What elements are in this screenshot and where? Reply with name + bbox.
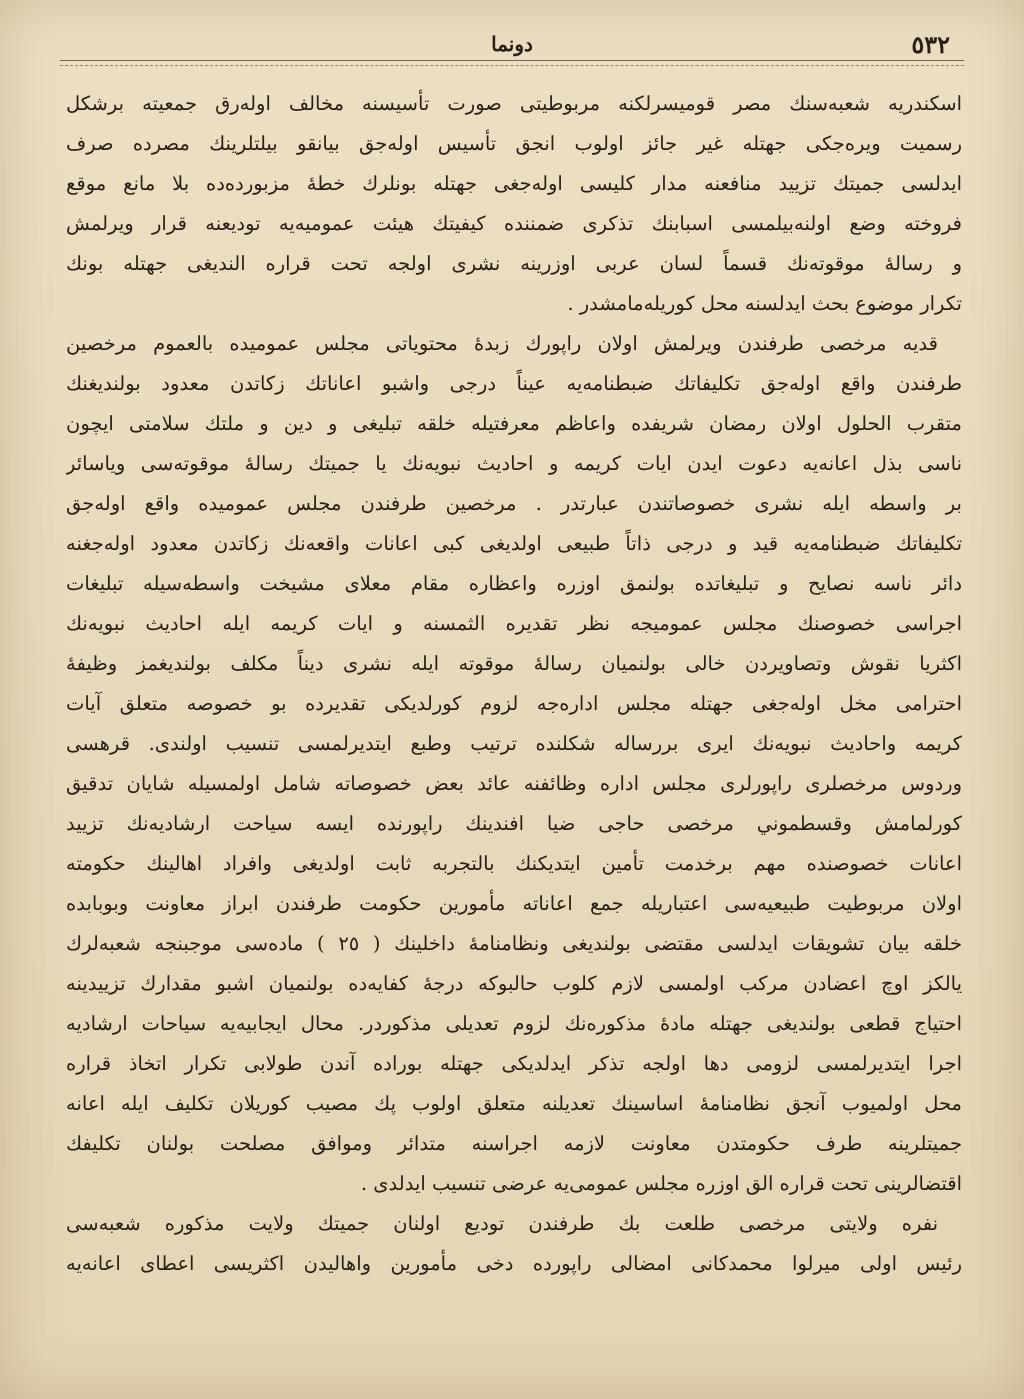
paragraph bbox=[66, 1204, 962, 1284]
text-line: ایدلسی جمیتك تزیید منافعنه مدار کلیسی اوله‌جغی جهتله بونلرك خطهٔ مزبورده‌ده بلا مانع موقع bbox=[66, 172, 962, 195]
text-line: اعانات خصوصنده مهم برخدمت تأمین ایتدیکنك بالتجربه ثابت اولدیغی وافراد اهالینك حکومته bbox=[66, 852, 962, 875]
text-line: و رسالهٔ موقوته‌نك قسماً لسان عربی اوزرینه نشری اولجه تحت قراره الندیغی جهتله بونك bbox=[66, 252, 962, 275]
text-line: خلقه بیان تشویقات ایدلسی مقتضی بولندیغی ونظامنامهٔ داخلینك ( ٢٥ ) ماده‌سی موجبنجه شعبه‌لرك bbox=[66, 932, 962, 955]
body-text bbox=[66, 84, 962, 1284]
text-line: اجرا ایتدیرلمسی لزومی دها اولجه تذکر ایدلدیکی جهتله بوراده آندن طولابی تکرار اتخاذ قراره bbox=[66, 1052, 962, 1075]
text-line: تکلیفاتك ضبطنامه‌یه قید و درجی ذاتاً طبیعی اولدیغی کبی اعانات واقعه‌نك زکاتدن معدود اوله‌جغنه bbox=[66, 532, 962, 555]
text-line: احترامی مخل اوله‌جغی جهتله مجلس اداره‌جه لزوم کورلدیکی تقدیرده بو خصوصه متعلق آیات bbox=[66, 692, 962, 715]
page-header bbox=[60, 26, 964, 62]
text-line: متقرب الحلول اولان رمضان شریفده واعاظم معرفتیله خلقه تبلیغی و دین و ملتك سلامتی ایچون bbox=[66, 412, 962, 435]
text-line: اکثریا نقوش وتصاویردن خالی بولنمیان رسالهٔ موقوته ایله نشری دیناً مکلف بولندیغمز وظیفهٔ bbox=[66, 652, 962, 675]
text-line: بر واسطه ایله نشری خصوصاتندن عبارتدر . مرخصین طرفندن مجلس عمومیده واقع اوله‌جق bbox=[66, 492, 962, 515]
text-line: اولان مربوطیت طبیعیه‌سی اعتباریله جمع اعاناته مأمورین حکومت طرفندن ابراز معاونت وبوبابده bbox=[66, 892, 962, 915]
text-line: طرفندن واقع اوله‌جق تکلیفاتك ضبطنامه‌یه عیناً درجی واشبو اعاناتك زکاتدن معدود بولندیغنك bbox=[66, 372, 962, 395]
text-line: فروخته وضع اولنه‌بیلمسی اسبابنك تذکری ضمننده کیفیتك هیئت عمومیه‌یه تودیعنه قرار ویرلمش bbox=[66, 212, 962, 235]
page-number: ٥٣٢ bbox=[911, 30, 950, 59]
text-line: احتیاج قطعی بولندیغی جهتله مادهٔ مذکوره‌نك لزوم تعدیلی مذکوردر. محال ایجابیه‌یه سیاحات ارشادیه bbox=[66, 1012, 962, 1035]
text-line: رئیس اولی میرلوا محمدکانی امضالی راپورده دخی مأمورین واهالیدن اکثریسی اعطای اعانه‌یه bbox=[66, 1252, 962, 1275]
text-line: تکرار موضوع بحث ایدلسنه محل کوریله‌مامشدر . bbox=[567, 292, 962, 315]
text-line: قدیه مرخصی طرفندن ویرلمش اولان راپورك زبدهٔ محتویاتی مجلس عمومیده بالعموم مرخصین bbox=[66, 332, 938, 355]
header-rule bbox=[60, 60, 964, 66]
text-line: یالکز اوچ اعضادن مرکب اولمسی لازم کلوب حالبوکه درجهٔ کفایه‌ده بولنمیان اشبو مقدارك تزییدینه bbox=[66, 972, 962, 995]
text-line: ناسی بذل اعانه‌یه دعوت ایدن ایات کریمه و احادیث نبویه‌نك یا جمیتك رسالهٔ موقوته‌سی ویاسائر bbox=[66, 452, 962, 475]
text-line: اسکندریه شعبه‌سنك مصر قومیسرلکنه مربوطیتی صورت تأسیسنه مخالف اوله‌رق جمعیته برشکل bbox=[66, 92, 962, 115]
text-line: کورلمامش وقسطموني مرخصی حاجی ضیا افندینك راپورنده ایسه سیاحت ارشادیه‌نك تزیید bbox=[66, 812, 962, 835]
text-line: کریمه واحادیث نبویه‌نك ایری بررساله شکلنده ترتیب وطبع ایتدیرلمسی تنسیب اولندی. قرهسی bbox=[66, 732, 962, 755]
text-line: وردوس مرخصلری راپورلری مجلس اداره وظائفنه عائد بعض خصوصاته شامل اولمسیله شایان تدقیق bbox=[66, 772, 962, 795]
text-line: دائر ناسه نصایح و تبلیغاتده بولنمق اوزره واعظاره مقام معلای مشیخت واسطه‌سیله تبلیغات bbox=[66, 572, 962, 595]
running-title: دونما bbox=[491, 32, 533, 56]
paragraph bbox=[66, 324, 962, 1204]
text-line: اقتضالرینی تحت قراره الق اوزره مجلس عمومی‌یه عرضی تنسیب ایدلدی . bbox=[360, 1172, 962, 1195]
text-line: رسمیت ویره‌جکی جهتله غیر جائز اولوب انجق تأسیس اوله‌جق بیانقو بیلتلرینك مصرده صرف bbox=[66, 132, 962, 155]
paragraph bbox=[66, 84, 962, 324]
text-line: محل اولمیوب آنجق نظامنامهٔ اساسینك تعدیلنه متعلق اولوب پك مصیب کوریلان تکلیف ایله اعانه bbox=[66, 1092, 962, 1115]
text-line: اجراسی خصوصنك مجلس عمومیجه نظر تقدیره الثمسنه و ایات کریمه ایله احادیث نبویه‌نك bbox=[66, 612, 962, 635]
text-line: جمیتلرینه طرف حکومتدن معاونت لازمه اجراسنه متدائر وموافق مصلحت بولنان تکلیفك bbox=[66, 1132, 962, 1155]
text-line: نفره ولایتی مرخصی طلعت بك طرفندن تودیع اولنان جمیتك ولایت مذکوره شعبه‌سی bbox=[66, 1212, 938, 1235]
